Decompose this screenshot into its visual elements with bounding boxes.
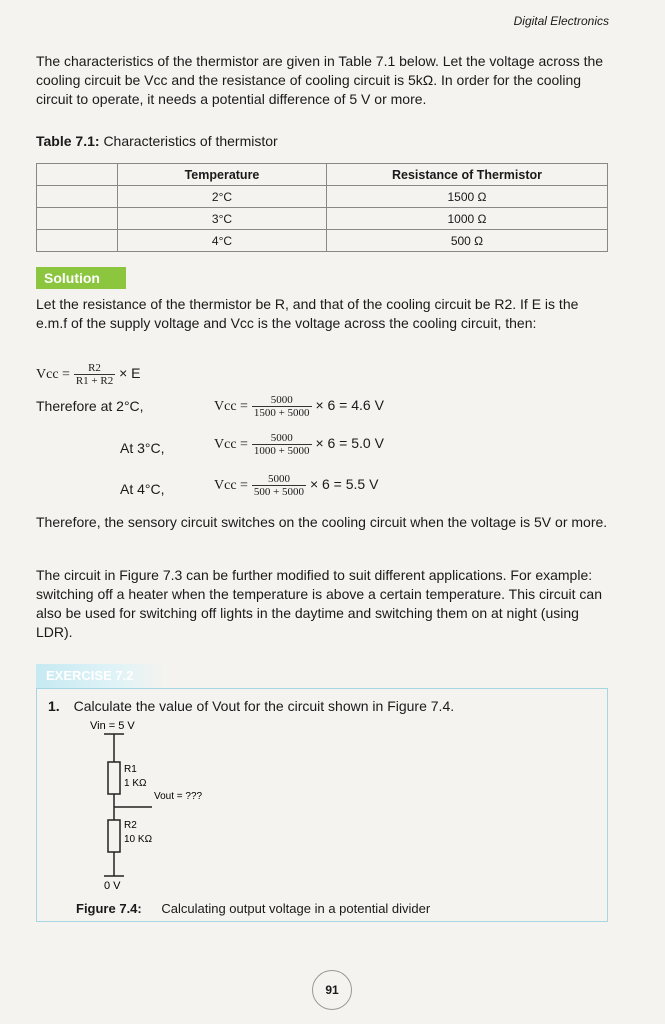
- table-row: [37, 186, 608, 208]
- figure-caption: [76, 901, 430, 916]
- ground-label: 0 V: [104, 880, 121, 892]
- page-number: 91: [312, 970, 352, 1010]
- calc-lhs: Vcc =: [214, 399, 248, 415]
- table-header-row: [37, 164, 608, 186]
- calc-numerator: 5000: [267, 473, 290, 485]
- calc-numerator: 5000: [270, 432, 293, 444]
- calc-denominator: 1000 + 5000: [253, 445, 310, 457]
- calc-3c: [214, 432, 384, 462]
- applications-paragraph: The circuit in Figure 7.3 can be further modified to suit different applications. For example: switching off a heater when the temperature is above a certain temperature. This circuit can also be used for switching off lights in the daytime and switching them on at night (using LDR).: [36, 567, 603, 640]
- table-caption: [36, 133, 278, 149]
- formula-denominator: R1 + R2: [75, 375, 114, 387]
- table-label: Table 7.1:: [36, 133, 100, 149]
- figure-caption-text: Calculating output voltage in a potential divider: [161, 901, 431, 916]
- vout-label: Vout = ???: [154, 791, 203, 802]
- conclusion-paragraph: Therefore, the sensory circuit switches on the cooling circuit when the voltage is 5V or more.: [36, 514, 608, 530]
- calc-label-4c: At 4°C,: [120, 481, 165, 497]
- calc-result: × 6 = 5.0 V: [315, 435, 384, 452]
- formula-lhs: Vcc =: [36, 367, 70, 383]
- resistor-r1: [108, 762, 120, 794]
- table-caption-text: Characteristics of thermistor: [103, 133, 278, 149]
- calc-lhs: Vcc =: [214, 478, 248, 494]
- calc-denominator: 500 + 5000: [253, 486, 305, 498]
- header-resistance: Resistance of Thermistor: [327, 164, 608, 186]
- cell-resistance: 500 Ω: [327, 230, 608, 252]
- calc-fraction: [252, 473, 306, 498]
- calc-fraction: [252, 432, 312, 457]
- potential-divider-circuit: [80, 716, 250, 896]
- calc-4c: [214, 473, 378, 503]
- calc-fraction: [252, 394, 312, 419]
- cell-temperature: 2°C: [118, 186, 327, 208]
- r1-value: 1 KΩ: [124, 778, 147, 789]
- cell-resistance: 1000 Ω: [327, 208, 608, 230]
- figure-label: Figure 7.4:: [76, 901, 142, 916]
- resistor-r2: [108, 820, 120, 852]
- calc-numerator: 5000: [270, 394, 293, 406]
- table-row: [37, 230, 608, 252]
- question-text: Calculate the value of Vout for the circuit shown in Figure 7.4.: [73, 698, 455, 714]
- question-number: 1.: [48, 698, 60, 714]
- formula-fraction: [74, 362, 115, 387]
- calc-2c: [214, 394, 384, 424]
- running-header: Digital Electronics: [513, 14, 609, 28]
- cell-temperature: 3°C: [118, 208, 327, 230]
- header-temperature: Temperature: [118, 164, 327, 186]
- table-row: [37, 208, 608, 230]
- calc-lhs: Vcc =: [214, 437, 248, 453]
- calc-label-3c: At 3°C,: [120, 440, 165, 456]
- vin-label: Vin = 5 V: [90, 720, 135, 732]
- r2-name: R2: [124, 820, 137, 831]
- thermistor-table: [36, 163, 608, 252]
- calc-result: × 6 = 5.5 V: [309, 476, 379, 493]
- formula-tail: × E: [119, 365, 141, 382]
- r2-value: 10 KΩ: [124, 834, 153, 845]
- question-1: [48, 698, 454, 714]
- solution-paragraph: Let the resistance of the thermistor be R, and that of the cooling circuit be R2. If E is the e.m.f of the supply voltage and Vcc is the voltage across the cooling circuit, then:: [36, 296, 579, 331]
- calc-denominator: 1500 + 5000: [253, 407, 310, 419]
- intro-paragraph: The characteristics of the thermistor are given in Table 7.1 below. Let the voltage across the cooling circuit be Vcc and the resistance of cooling circuit is 5kΩ. In order for the cooling circuit to operate, it needs a potential difference of 5 V or more.: [36, 53, 604, 107]
- cell-resistance: 1500 Ω: [327, 186, 608, 208]
- r1-name: R1: [124, 764, 137, 775]
- calc-result: × 6 = 4.6 V: [315, 397, 384, 414]
- solution-badge: Solution: [36, 267, 126, 289]
- general-formula: [36, 362, 141, 392]
- cell-temperature: 4°C: [118, 230, 327, 252]
- exercise-badge: EXERCISE 7.2: [36, 664, 166, 688]
- formula-numerator: R2: [88, 362, 101, 374]
- calc-label-2c: Therefore at 2°C,: [36, 398, 144, 414]
